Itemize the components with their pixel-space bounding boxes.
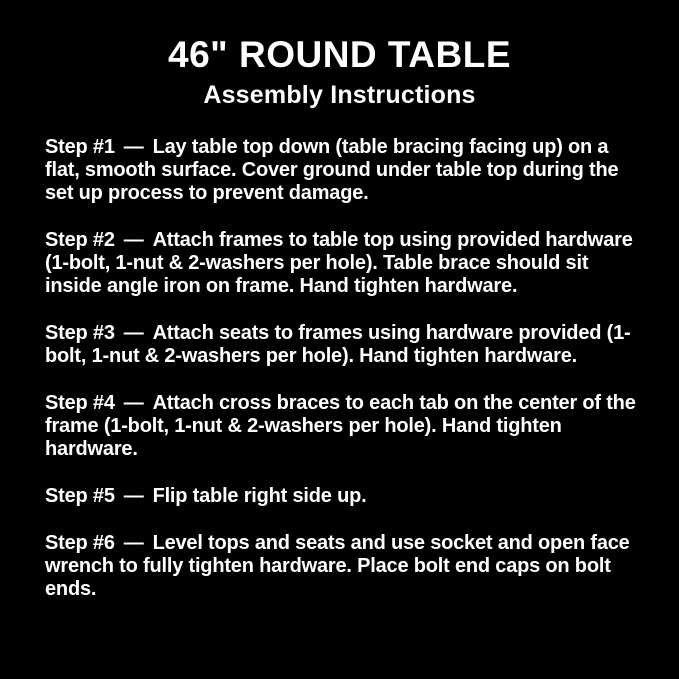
steps-list: [0, 136, 679, 601]
step-label: Step #1: [45, 136, 115, 159]
step-label: Step #5: [45, 485, 115, 508]
step-text: Flip table right side up.: [152, 485, 367, 508]
step-separator: —: [123, 229, 144, 252]
page-title: 46" ROUND TABLE: [168, 34, 511, 75]
step-label: Step #2: [45, 229, 115, 252]
step-separator: —: [123, 322, 144, 345]
step-text: Attach cross braces to each tab on the center of the frame (1-bolt, 1-nut & 2-washers per hole). Hand tighten hardware.: [45, 392, 636, 461]
page-subtitle: Assembly Instructions: [203, 80, 476, 109]
step-separator: —: [123, 532, 144, 555]
step-separator: —: [123, 485, 144, 508]
step-label: Step #6: [45, 532, 115, 555]
step-item: [45, 229, 637, 298]
step-label: Step #4: [45, 392, 115, 415]
step-item: [45, 322, 637, 368]
step-text: Level tops and seats and use socket and open face wrench to fully tighten hardware. Place bolt end caps on bolt ends.: [45, 532, 630, 601]
step-item: [45, 392, 637, 461]
step-item: [45, 532, 637, 601]
step-item: [45, 136, 637, 205]
step-separator: —: [123, 136, 144, 159]
step-text: Lay table top down (table bracing facing up) on a flat, smooth surface. Cover ground under table top during the set up process to prevent damage.: [45, 136, 619, 205]
step-item: [45, 485, 637, 508]
step-text: Attach frames to table top using provided hardware (1-bolt, 1-nut & 2-washers per hole). Table brace should sit inside angle iron on frame. Hand tighten hardware.: [45, 229, 633, 298]
step-text: Attach seats to frames using hardware provided (1-bolt, 1-nut & 2-washers per hole). Hand tighten hardware.: [45, 322, 631, 368]
header: [0, 36, 679, 108]
step-separator: —: [123, 392, 144, 415]
step-label: Step #3: [45, 322, 115, 345]
